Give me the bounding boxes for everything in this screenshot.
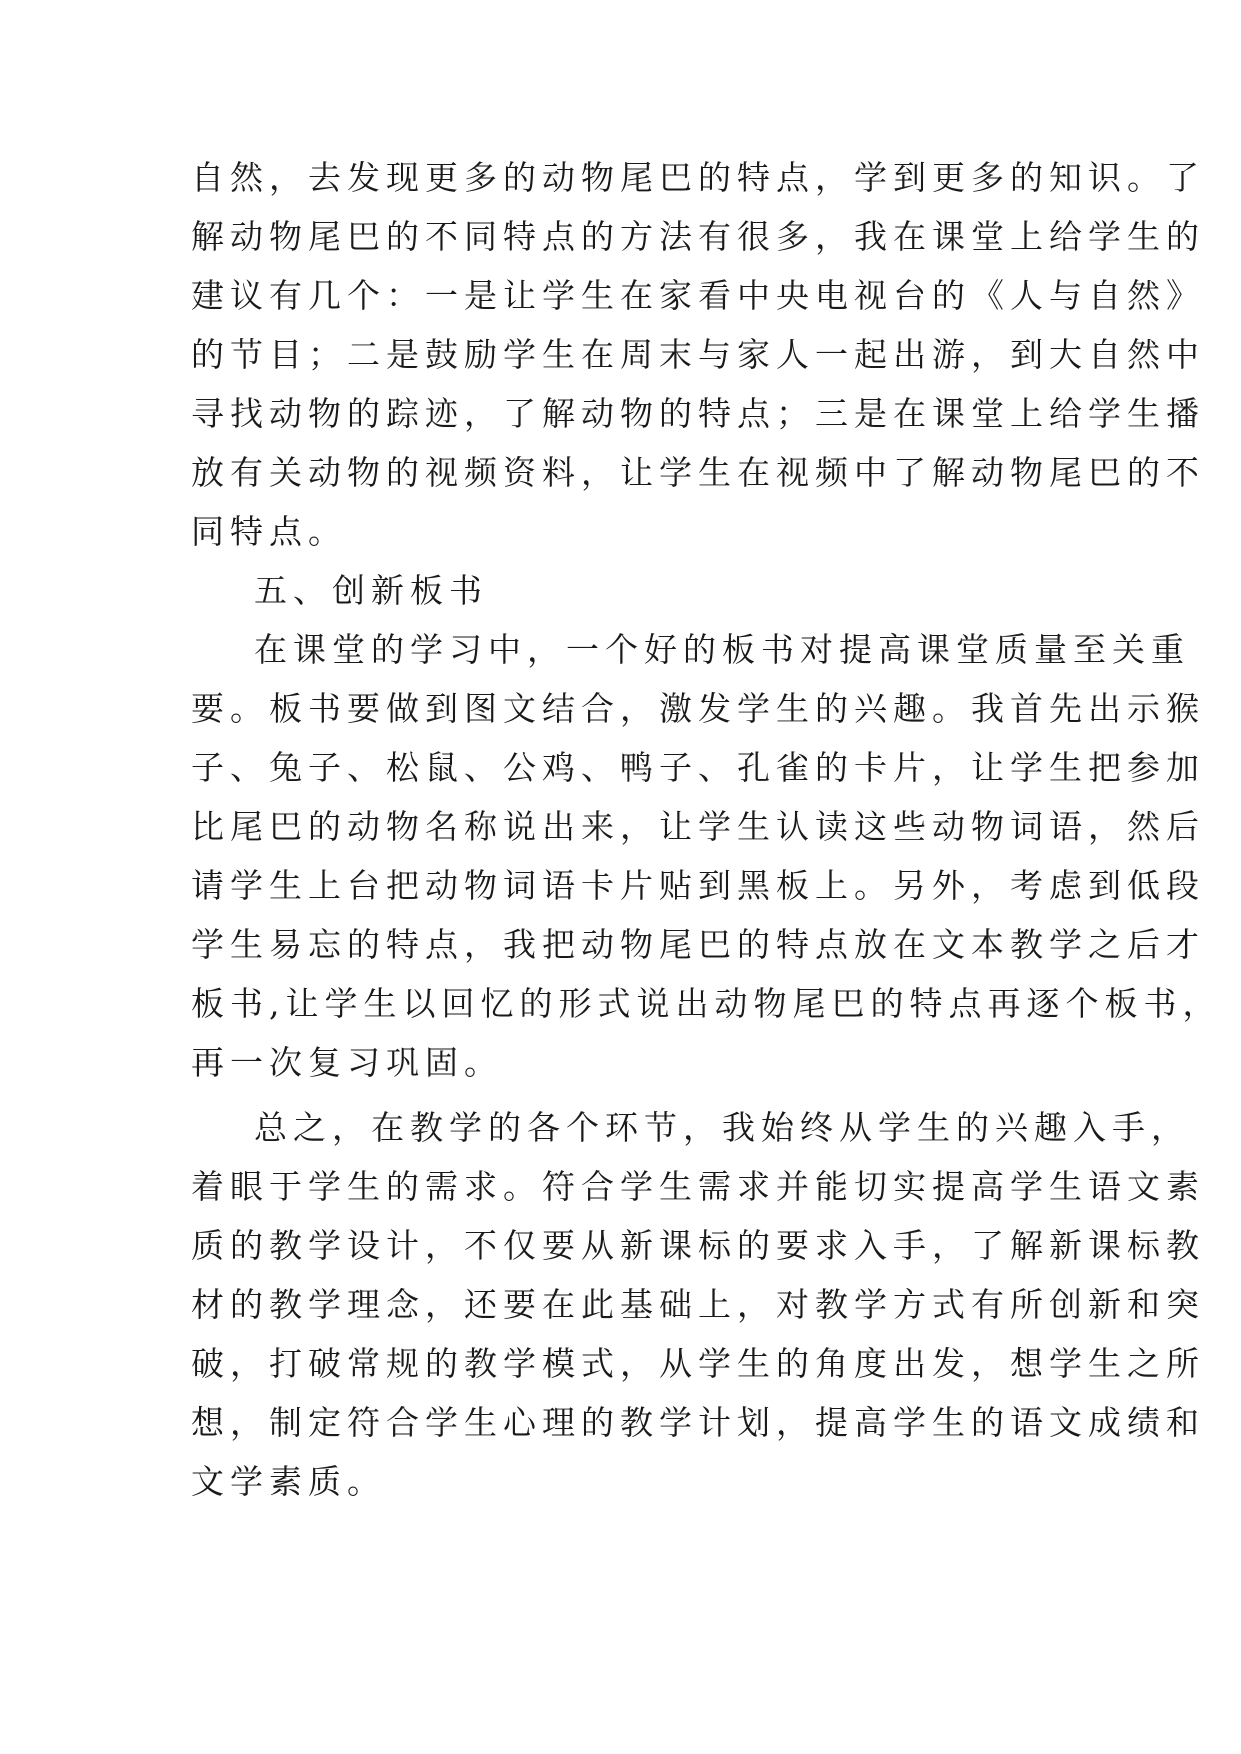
section-heading: 五、创新板书: [254, 571, 488, 610]
text-line: 质的教学设计，不仅要从新课标的要求入手，了解新课标教: [191, 1226, 1205, 1265]
text-line: 建议有几个：一是让学生在家看中央电视台的《人与自然》: [191, 276, 1205, 315]
text-line: 破，打破常规的教学模式，从学生的角度出发，想学生之所: [191, 1344, 1205, 1383]
text-line: 的节目；二是鼓励学生在周末与家人一起出游，到大自然中: [191, 335, 1205, 374]
text-line: 请学生上台把动物词语卡片贴到黑板上。另外，考虑到低段: [191, 866, 1205, 905]
text-line: 文学素质。: [191, 1462, 386, 1501]
text-line: 想，制定符合学生心理的教学计划，提高学生的语文成绩和: [191, 1403, 1205, 1442]
text-line: 比尾巴的动物名称说出来，让学生认读这些动物词语，然后: [191, 807, 1205, 846]
text-line: 子、兔子、松鼠、公鸡、鸭子、孔雀的卡片，让学生把参加: [191, 748, 1205, 787]
paragraph-1: [191, 148, 1205, 561]
text-line: 学生易忘的特点，我把动物尾巴的特点放在文本教学之后才: [191, 925, 1205, 964]
paragraph-2: [191, 620, 1222, 1092]
document-body: [191, 148, 1222, 1511]
text-line: 着眼于学生的需求。符合学生需求并能切实提高学生语文素: [191, 1167, 1205, 1206]
text-line: 在课堂的学习中，一个好的板书对提高课堂质量至关重: [254, 630, 1190, 669]
text-line: 总之，在教学的各个环节，我始终从学生的兴趣入手，: [254, 1108, 1190, 1147]
text-line: 板书,让学生以回忆的形式说出动物尾巴的特点再逐个板书，: [191, 984, 1222, 1023]
text-line: 要。板书要做到图文结合，激发学生的兴趣。我首先出示猴: [191, 689, 1205, 728]
text-line: 自然，去发现更多的动物尾巴的特点，学到更多的知识。了: [191, 158, 1205, 197]
text-line: 寻找动物的踪迹，了解动物的特点；三是在课堂上给学生播: [191, 394, 1205, 433]
text-line: 解动物尾巴的不同特点的方法有很多，我在课堂上给学生的: [191, 217, 1205, 256]
text-line: 再一次复习巩固。: [191, 1043, 503, 1082]
text-line: 同特点。: [191, 512, 347, 551]
paragraph-3: [191, 1098, 1205, 1511]
text-line: 放有关动物的视频资料，让学生在视频中了解动物尾巴的不: [191, 453, 1205, 492]
text-line: 材的教学理念，还要在此基础上，对教学方式有所创新和突: [191, 1285, 1205, 1324]
